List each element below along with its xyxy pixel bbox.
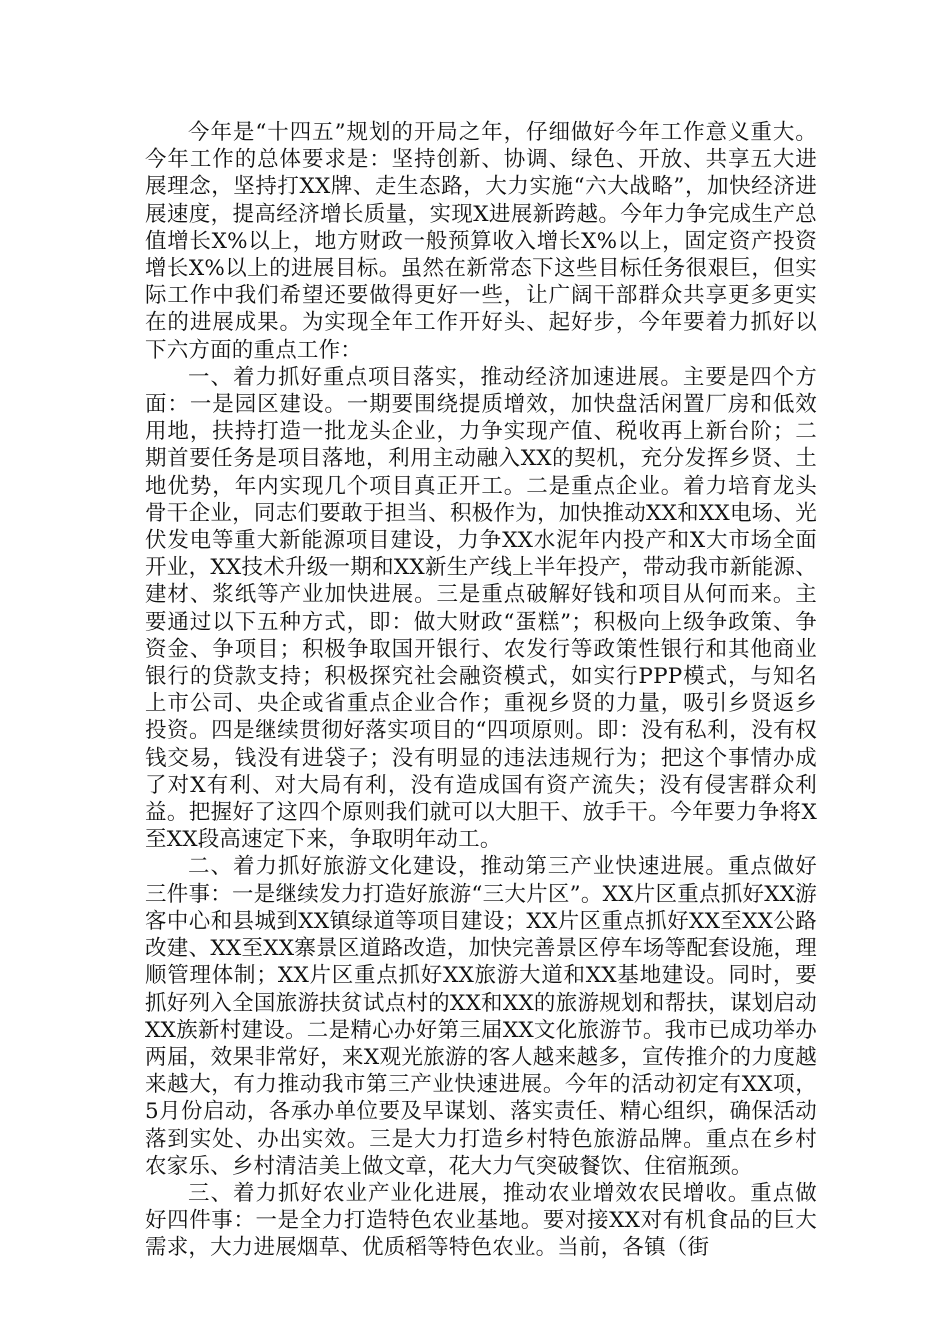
paragraph-section-3: 三、着力抓好农业产业化进展，推动农业增效农民增收。重点做好四件事：一是全力打造特色农业基地。要对接XX对有机食品的巨大需求，大力进展烟草、优质稻等特色农业。当前，各镇（街	[145, 1180, 817, 1261]
document-body	[145, 119, 817, 1262]
paragraph-section-1: 一、着力抓好重点项目落实，推动经济加速进展。主要是四个方面：一是园区建设。一期要围绕提质增效，加快盘活闲置厂房和低效用地，扶持打造一批龙头企业，力争实现产值、税收再上新台阶；二期首要任务是项目落地，利用主动融入XX的契机，充分发挥乡贤、土地优势，年内实现几个项目真正开工。二是重点企业。着力培育龙头骨干企业，同志们要敢于担当、积极作为，加快推动XX和XX电场、光伏发电等重大新能源项目建设，力争XX水泥年内投产和X大市场全面开业，XX技术升级一期和XX新生产线上半年投产，带动我市新能源、建材、浆纸等产业加快进展。三是重点破解好钱和项目从何而来。主要通过以下五种方式，即：做大财政“蛋糕”；积极向上级争政策、争资金、争项目；积极争取国开银行、农发行等政策性银行和其他商业银行的贷款支持；积极探究社会融资模式，如实行PPP模式，与知名上市公司、央企或省重点企业合作；重视乡贤的力量，吸引乡贤返乡投资。四是继续贯彻好落实项目的“四项原则。即：没有私利，没有权钱交易，钱没有进袋子；没有明显的违法违规行为；把这个事情办成了对X有利、对大局有利，没有造成国有资产流失；没有侵害群众利益。把握好了这四个原则我们就可以大胆干、放手干。今年要力争将X至XX段高速定下来，争取明年动工。	[145, 364, 817, 853]
paragraph-section-2: 二、着力抓好旅游文化建设，推动第三产业快速进展。重点做好三件事：一是继续发力打造好旅游“三大片区”。XX片区重点抓好XX游客中心和县城到XX镇绿道等项目建设；XX片区重点抓好XX至XX公路改建、XX至XX寨景区道路改造，加快完善景区停车场等配套设施，理顺管理体制；XX片区重点抓好XX旅游大道和XX基地建设。同时，要抓好列入全国旅游扶贫试点村的XX和XX的旅游规划和帮扶，谋划启动XX族新村建设。二是精心办好第三届XX文化旅游节。我市已成功举办两届，效果非常好，来X观光旅游的客人越来越多，宣传推介的力度越来越大，有力推动我市第三产业快速进展。今年的活动初定有XX项，5月份启动，各承办单位要及早谋划、落实责任、精心组织，确保活动落到实处、办出实效。三是大力打造乡村特色旅游品牌。重点在乡村农家乐、乡村清洁美上做文章，花大力气突破餐饮、住宿瓶颈。	[145, 854, 817, 1179]
paragraph-intro: 今年是“十四五”规划的开局之年，仔细做好今年工作意义重大。今年工作的总体要求是：坚持创新、协调、绿色、开放、共享五大进展理念，坚持打XX牌、走生态路，大力实施“六大战略”，加快经济进展速度，提高经济增长质量，实现X进展新跨越。今年力争完成生产总值增长X%以上，地方财政一般预算收入增长X%以上，固定资产投资增长X%以上的进展目标。虽然在新常态下这些目标任务很艰巨，但实际工作中我们希望还要做得更好一些，让广阔干部群众共享更多更实在的进展成果。为实现全年工作开好头、起好步，今年要着力抓好以下六方面的重点工作：	[145, 120, 817, 363]
